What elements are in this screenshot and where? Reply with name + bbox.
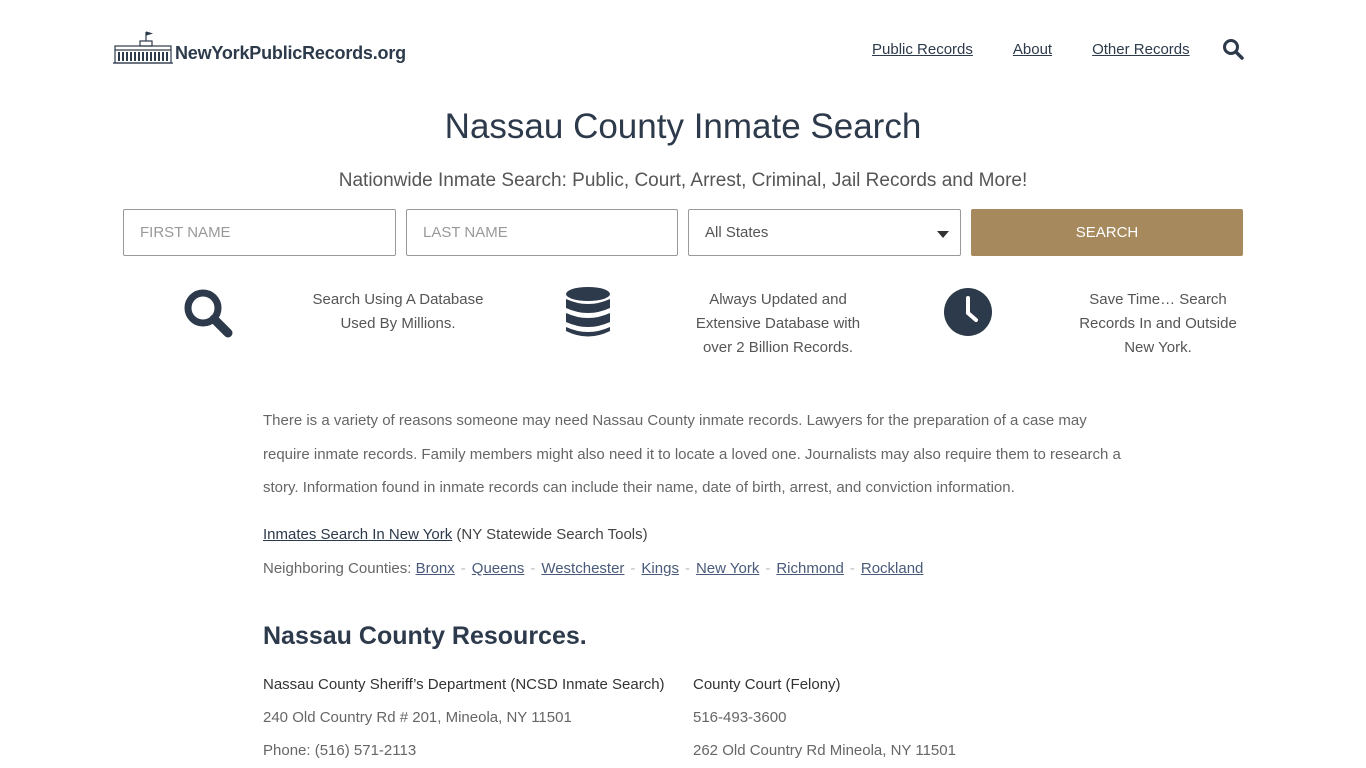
statewide-suffix: (NY Statewide Search Tools) bbox=[452, 526, 648, 543]
main-content bbox=[263, 404, 1123, 759]
county-link-rockland[interactable]: Rockland bbox=[860, 560, 924, 577]
last-name-input[interactable] bbox=[406, 209, 678, 256]
separator: - bbox=[684, 560, 690, 577]
statewide-search-link[interactable]: Inmates Search In New York bbox=[263, 526, 453, 543]
feature-text-time: Save Time… Search Records In and Outside New York. bbox=[1079, 291, 1237, 356]
intro-paragraph: There is a variety of reasons someone may need Nassau County inmate records. Lawyers for the preparation of a case may require inmate records. Family members might also need it to locate a loved one. Journalists may also require them to research a story. Information found in inmate records can include their name, date of birth, arrest, and conviction information. bbox=[263, 412, 1121, 496]
county-link-bronx[interactable]: Bronx bbox=[415, 560, 455, 577]
county-link-westchester[interactable]: Westchester bbox=[541, 560, 625, 577]
clock-icon bbox=[943, 287, 993, 337]
site-header bbox=[0, 0, 1366, 100]
search-icon[interactable] bbox=[1222, 38, 1244, 60]
first-name-input[interactable] bbox=[123, 209, 396, 256]
resource-address: 240 Old Country Rd # 201, Mineola, NY 11501 bbox=[263, 709, 572, 726]
county-link-kings[interactable]: Kings bbox=[641, 560, 679, 577]
resource-county-court bbox=[693, 672, 956, 764]
nav-other-records[interactable]: Other Records bbox=[1092, 41, 1190, 58]
site-logo[interactable] bbox=[113, 30, 406, 64]
statewide-line bbox=[263, 524, 648, 546]
main-nav bbox=[872, 40, 1190, 60]
nav-about[interactable]: About bbox=[1012, 41, 1053, 58]
separator: - bbox=[849, 560, 855, 577]
resource-sheriff bbox=[263, 672, 665, 764]
search-icon bbox=[182, 287, 234, 339]
resource-phone: 516-493-3600 bbox=[693, 709, 787, 726]
feature-text-search: Search Using A Database Used By Millions. bbox=[312, 291, 484, 332]
state-select-value: All States bbox=[705, 224, 769, 241]
capitol-building-icon bbox=[113, 30, 173, 64]
county-link-new-york[interactable]: New York bbox=[695, 560, 760, 577]
county-link-queens[interactable]: Queens bbox=[471, 560, 525, 577]
resource-phone: Phone: (516) 571-2113 bbox=[263, 742, 417, 759]
database-icon bbox=[565, 286, 611, 339]
separator: - bbox=[630, 560, 636, 577]
logo-text: NewYorkPublicRecords.org bbox=[175, 43, 406, 63]
page-subtitle: Nationwide Inmate Search: Public, Court, Arrest, Criminal, Jail Records and More! bbox=[338, 170, 1028, 191]
neighboring-counties bbox=[263, 558, 923, 580]
resources-heading: Nassau County Resources. bbox=[263, 622, 587, 650]
caret-down-icon bbox=[937, 231, 949, 238]
feature-text-database: Always Updated and Extensive Database with over 2 Billion Records. bbox=[695, 291, 861, 356]
resource-name: Nassau County Sheriff’s Department (NCSD Inmate Search) bbox=[263, 676, 665, 693]
neighbors-label: Neighboring Counties: bbox=[263, 560, 416, 577]
resource-address: 262 Old Country Rd Mineola, NY 11501 bbox=[693, 742, 956, 759]
page-title: Nassau County Inmate Search bbox=[444, 107, 922, 146]
separator: - bbox=[530, 560, 536, 577]
search-button[interactable]: SEARCH bbox=[971, 209, 1243, 256]
state-select[interactable] bbox=[688, 209, 961, 256]
separator: - bbox=[460, 560, 466, 577]
resource-name: County Court (Felony) bbox=[693, 676, 841, 693]
separator: - bbox=[765, 560, 771, 577]
nav-public-records[interactable]: Public Records bbox=[872, 41, 973, 58]
county-link-richmond[interactable]: Richmond bbox=[776, 560, 844, 577]
inmate-search-form bbox=[123, 209, 1243, 256]
